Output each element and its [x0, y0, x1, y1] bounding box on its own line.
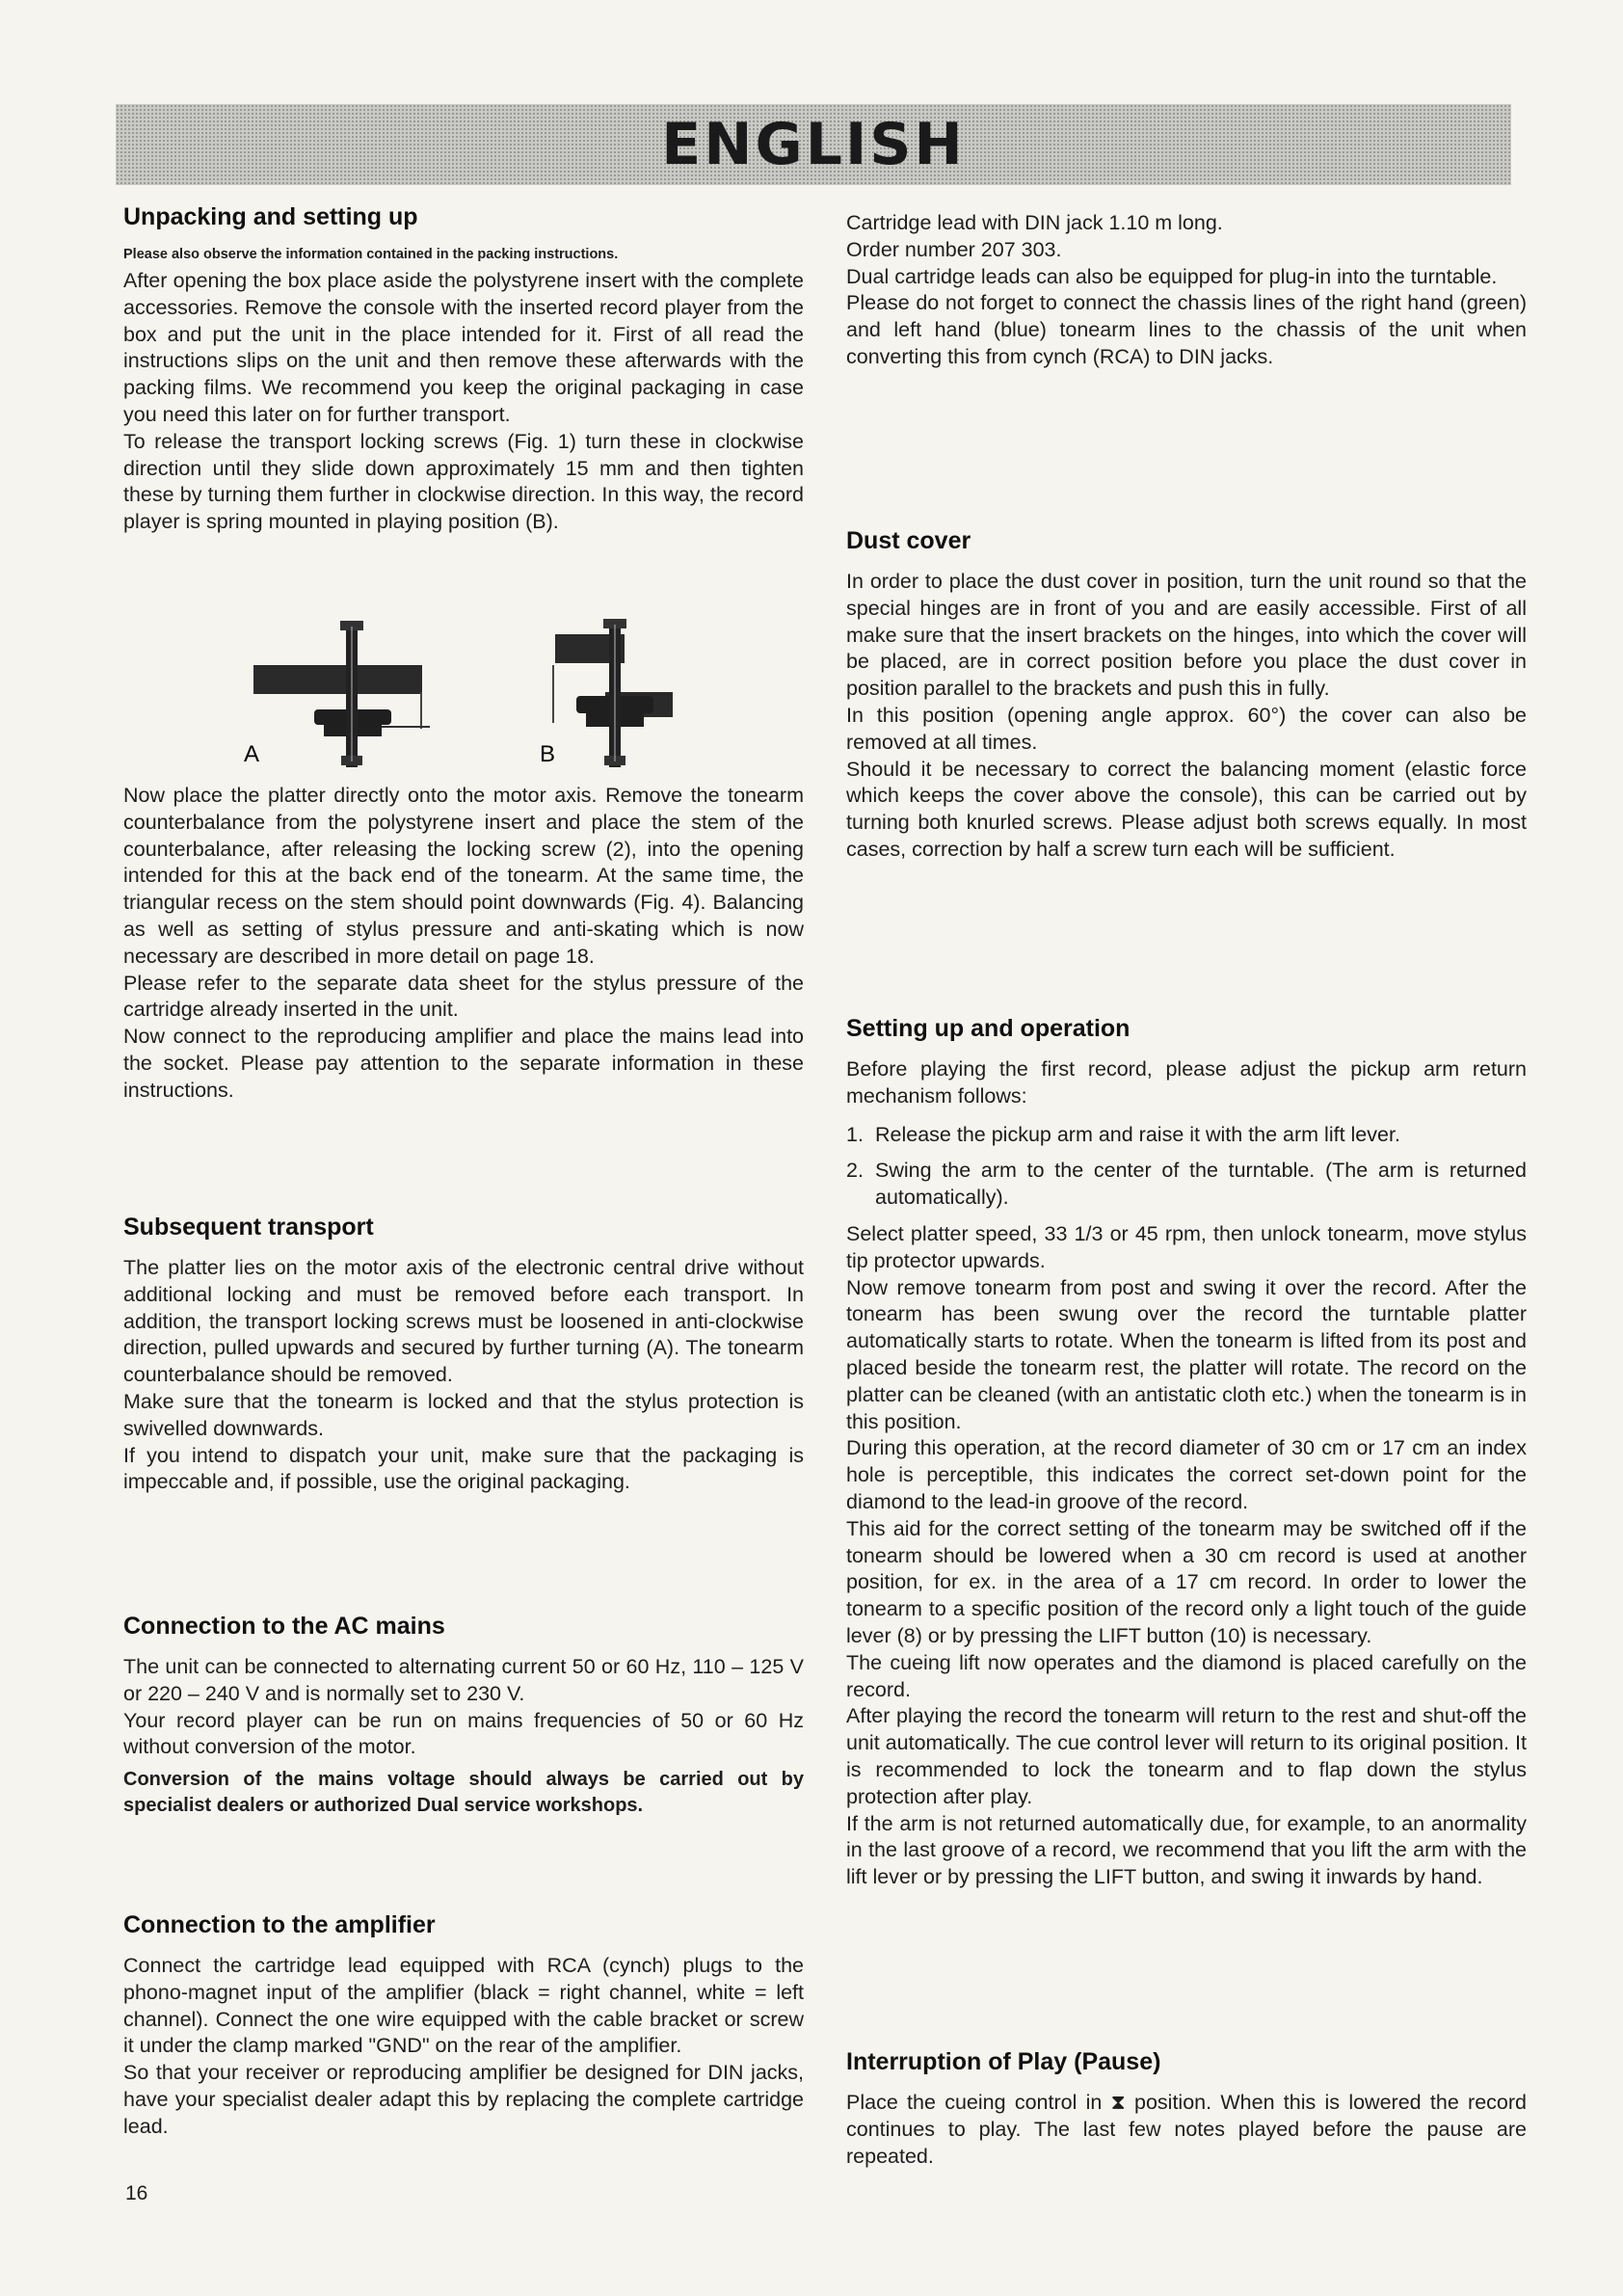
screw-diagram-a — [253, 621, 430, 767]
left-column — [123, 0, 804, 2296]
setup-paragraph: Now remove tonearm from post and swing it over the record. After the tonearm has been swung over the record the turntable platter automatically starts to rotate. When the tonearm is lifted from its post and placed beside the tonearm rest, the platter will rotate. The record on the platter can be cleaned (with an antistatic cloth etc.) when the tonearm is in this position. — [846, 1275, 1527, 1433]
dust-cover-paragraph: In this position (opening angle approx. 60°) the cover can also be removed at all times. — [846, 703, 1527, 754]
setup-paragraph: After playing the record the tonearm will return to the rest and shut-off the unit automatically. The cue control lever will return to its original position. It is recommended to lock the tonearm and to flap down the stylus protection after play. — [846, 1704, 1527, 1808]
ac-mains-section — [123, 1612, 804, 1819]
ac-mains-heading: Connection to the AC mains — [123, 1613, 445, 1640]
ac-mains-warning: Conversion of the mains voltage should always be carried out by specialist dealers or authorized Dual service workshops. — [123, 1769, 804, 1817]
cartridge-paragraph: Please do not forget to connect the chassis lines of the right hand (green) and left hand (blue) tonearm lines to the chassis of the unit when converting this from cynch (RCA) to DIN jacks. — [846, 291, 1527, 368]
unpacking-paragraph: Now connect to the reproducing amplifier and place the mains lead into the socket. Please pay attention to the separate information in these instructions. — [123, 1025, 804, 1102]
list-item — [846, 1122, 1527, 1149]
amplifier-paragraph: Connect the cartridge lead equipped with RCA (cynch) plugs to the phono-magnet input of the amplifier (black = right channel, white = left channel). Connect the one wire equipped with the cable bracket or screw it under the clamp marked "GND" on the rear of the amplifier. — [123, 1954, 804, 2058]
screw-diagram-b — [552, 619, 673, 767]
step-text: Release the pickup arm and raise it with the arm lift lever. — [875, 1122, 1400, 1146]
unpacking-heading: Unpacking and setting up — [123, 203, 418, 230]
page-title: ENGLISH — [661, 111, 966, 178]
setup-heading: Setting up and operation — [846, 1015, 1131, 1042]
figure-label-b: B — [540, 741, 556, 767]
right-column — [846, 0, 1527, 2296]
transport-paragraph: Make sure that the tonearm is locked and that the stylus protection is swivelled downwards. — [123, 1389, 804, 1440]
dust-cover-section — [846, 526, 1527, 864]
list-item — [846, 1158, 1527, 1212]
transport-screw-diagram — [123, 617, 804, 771]
amplifier-section — [123, 1910, 804, 2141]
step-number: 1. — [846, 1122, 864, 1146]
transport-screw-figure — [123, 617, 804, 771]
pause-heading: Interruption of Play (Pause) — [846, 2048, 1161, 2075]
ac-mains-paragraph: The unit can be connected to alternating current 50 or 60 Hz, 110 – 125 V or 220 – 240 V and is normally set to 230 V. — [123, 1655, 804, 1705]
amplifier-heading: Connection to the amplifier — [123, 1911, 436, 1938]
cartridge-paragraph: Cartridge lead with DIN jack 1.10 m long. — [846, 211, 1223, 234]
setup-paragraph: During this operation, at the record diameter of 30 cm or 17 cm an index hole is perceptible, this indicates the correct set-down point for the diamond to the lead-in groove of the record. — [846, 1436, 1527, 1513]
page-number: 16 — [125, 2182, 148, 2204]
setup-intro: Before playing the first record, please adjust the pickup arm return mechanism follows: — [846, 1057, 1527, 1108]
setup-paragraph: Select platter speed, 33 1/3 or 45 rpm, then unlock tonearm, move stylus tip protector upwards. — [846, 1221, 1527, 1272]
cartridge-paragraph: Dual cartridge leads can also be equipped for plug-in into the turntable. — [846, 264, 1498, 288]
dust-cover-heading: Dust cover — [846, 527, 971, 554]
unpacking-section — [123, 202, 804, 536]
step-number: 2. — [846, 1159, 864, 1183]
pause-paragraph: Place the cueing control in ⧗ position. When this is lowered the record continues to play. The last few notes played before the pause are repeated. — [846, 2091, 1527, 2168]
unpacking-paragraph: After opening the box place aside the polystyrene insert with the complete accessories. Remove the console with the inserted record player from the box and put the unit in the place intended for it. First of all read the instructions slips on the unit and then remove these afterwards with the packing films. We recommend you keep the original packaging in case you need this later on for further transport. — [123, 269, 804, 426]
dust-cover-paragraph: Should it be necessary to correct the balancing moment (elastic force which keeps the cover above the console), this can be carried out by turning both knurled screws. Please adjust both screws equally. In most cases, correction by half a screw turn each will be sufficient. — [846, 757, 1527, 861]
transport-paragraph: The platter lies on the motor axis of the electronic central drive without additional locking and must be removed before each transport. In addition, the transport locking screws must be loosened in anti-clockwise direction, pulled upwards and secured by further turning (A). The tonearm counterbalance should be removed. — [123, 1256, 804, 1387]
setup-steps — [846, 1122, 1527, 1212]
packing-note: Please also observe the information contained in the packing instructions. — [123, 247, 619, 262]
ac-mains-paragraph: Your record player can be run on mains frequencies of 50 or 60 Hz without conversion of the motor. — [123, 1708, 804, 1759]
setup-section — [846, 1014, 1527, 1891]
dust-cover-paragraph: In order to place the dust cover in position, turn the unit round so that the special hinges are in front of you and are easily accessible. First of all make sure that the insert brackets on the hinges, into which the cover will be placed, are in correct position before you place the dust cover in position parallel to the brackets and push this in fully. — [846, 570, 1527, 701]
unpacking-paragraph: Please refer to the separate data sheet for the stylus pressure of the cartridge already inserted in the unit. — [123, 971, 804, 1022]
unpacking-paragraph: To release the transport locking screws (Fig. 1) turn these in clockwise direction until they slide down approximately 15 mm and then tighten these by turning them further in clockwise direction. In this way, the record player is spring mounted in playing position (B). — [123, 429, 804, 534]
transport-paragraph: If you intend to dispatch your unit, make sure that the packaging is impeccable and, if possible, use the original packaging. — [123, 1443, 804, 1494]
transport-section — [123, 1213, 804, 1496]
setup-paragraph: If the arm is not returned automatically due, for example, to an anormality in the last groove of a record, we recommend that you lift the arm with the lift lever or by pressing the LIFT button, and swing it inwards by hand. — [846, 1811, 1527, 1889]
transport-heading: Subsequent transport — [123, 1214, 374, 1241]
setup-paragraph: The cueing lift now operates and the diamond is placed carefully on the record. — [846, 1650, 1527, 1701]
cartridge-section — [846, 210, 1527, 371]
amplifier-paragraph: So that your receiver or reproducing amplifier be designed for DIN jacks, have your specialist dealer adapt this by replacing the complete cartridge lead. — [123, 2061, 804, 2138]
step-text: Swing the arm to the center of the turntable. (The arm is returned automatically). — [875, 1159, 1527, 1210]
cartridge-paragraph: Order number 207 303. — [846, 237, 1062, 261]
unpacking-paragraph: Now place the platter directly onto the motor axis. Remove the tonearm counterbalance from the polystyrene insert and place the stem of the counterbalance, after releasing the locking screw (2), into the opening intended for this at the back end of the tonearm. At the same time, the triangular recess on the stem should point downwards (Fig. 4). Balancing as well as setting of stylus pressure and anti-skating which is now necessary are described in more detail on page 18. — [123, 784, 804, 968]
setup-paragraph: This aid for the correct setting of the tonearm may be switched off if the tonearm should be lowered when a 30 cm record is used at another position, for ex. in the area of a 17 cm record. In order to lower the tonearm to a specific position of the record only a light touch of the guide lever (8) or by pressing the LIFT button (10) is necessary. — [846, 1516, 1527, 1647]
figure-label-a: A — [244, 741, 260, 767]
pause-section — [846, 2047, 1527, 2170]
unpacking-continued — [123, 783, 804, 1105]
